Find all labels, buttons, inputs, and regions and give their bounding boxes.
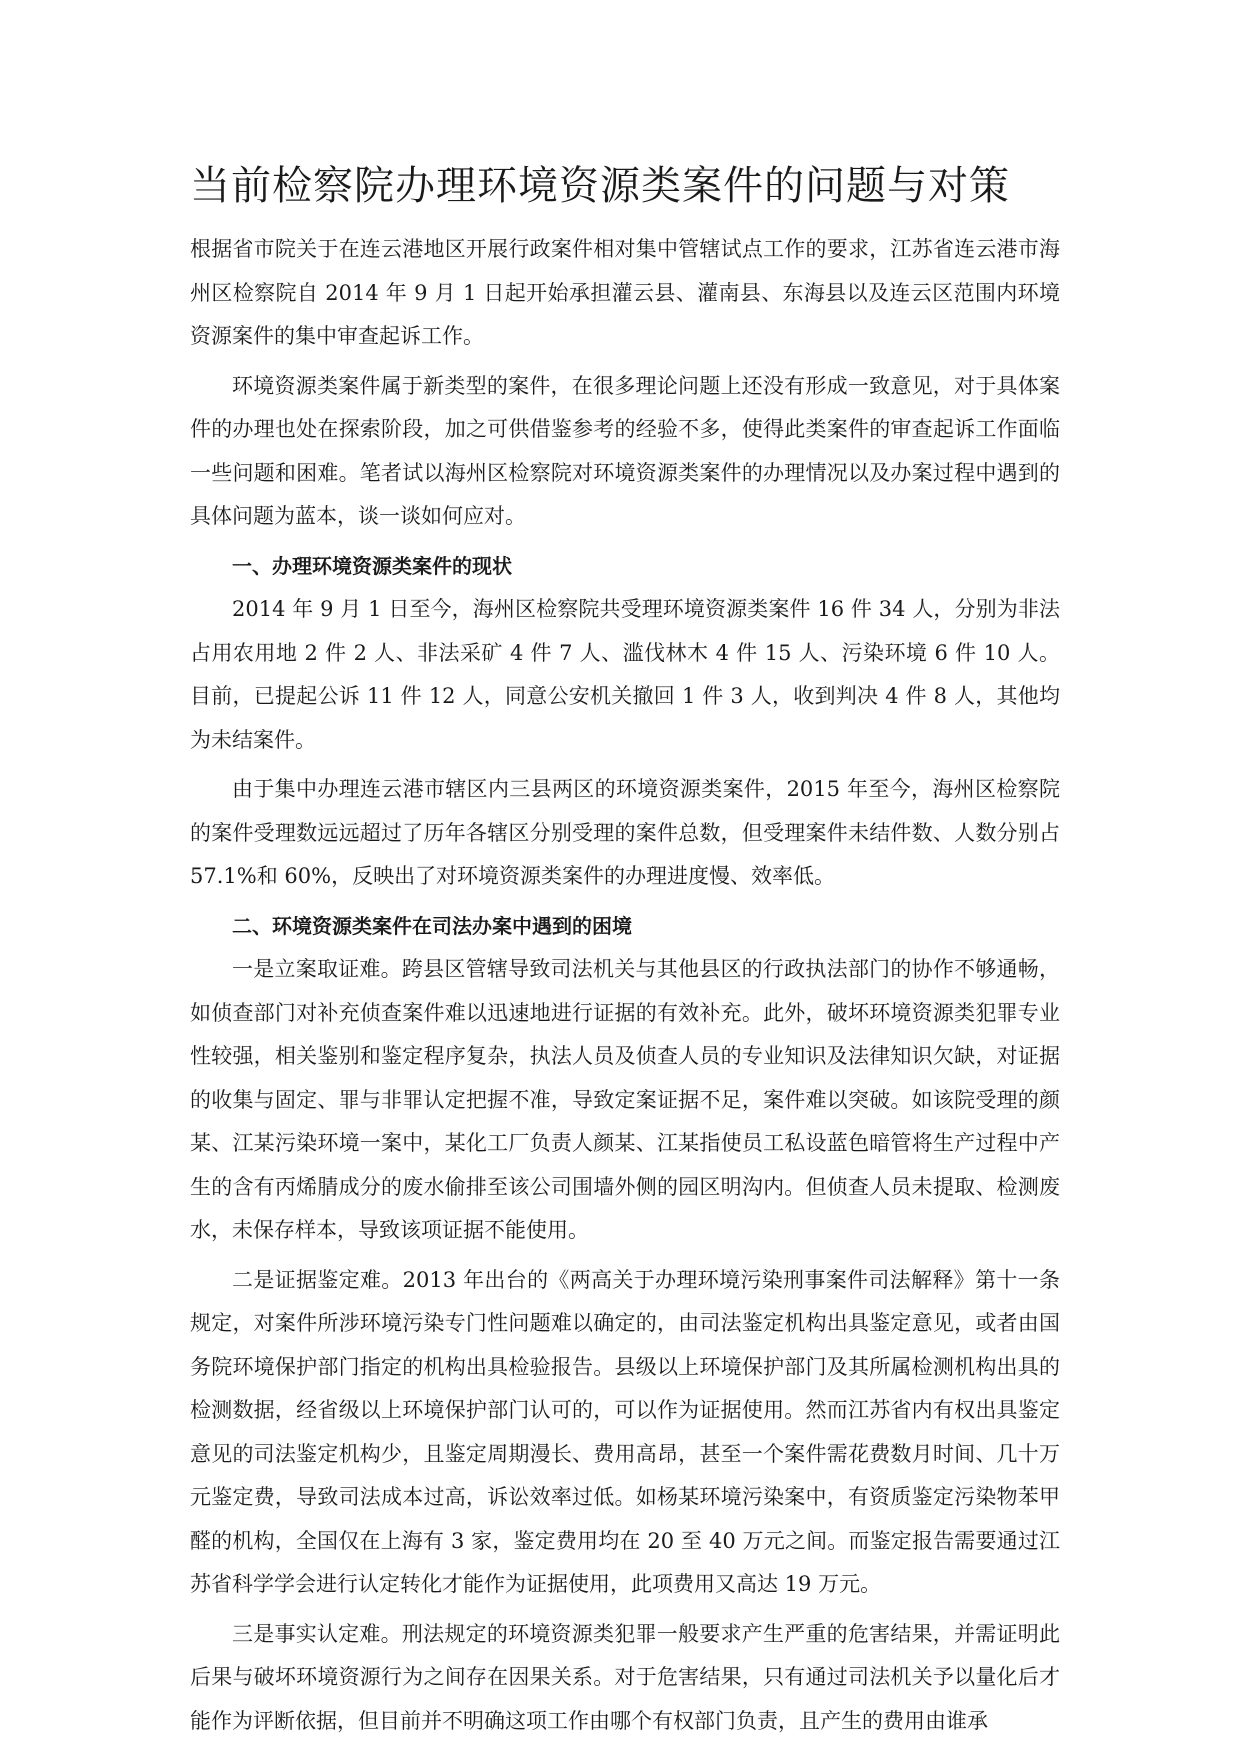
document-page [190,158,1060,1743]
body-paragraph-2: 2014 年 9 月 1 日至今，海州区检察院共受理环境资源类案件 16 件 34 人，分别为非法占用农用地 2 件 2 人、非法采矿 4 件 7 人、滥伐林木 4 件 15 人、污染环境 6 件 10 人。目前，已提起公诉 11 件 12 人，同意公安机关撤回 1 件 3 人，收到判决 4 件 8 人，其他均为未结案件。 [190,597,1060,752]
body-paragraph-5: 二是证据鉴定难。2013 年出台的《两高关于办理环境污染刑事案件司法解释》第十一条规定，对案件所涉环境污染专门性问题难以确定的，由司法鉴定机构出具鉴定意见，或者由国务院环境保护部门指定的机构出具检验报告。县级以上环境保护部门及其所属检测机构出具的检测数据，经省级以上环境保护部门认可的，可以作为证据使用。然而江苏省内有权出具鉴定意见的司法鉴定机构少，且鉴定周期漫长、费用高昂，甚至一个案件需花费数月时间、几十万元鉴定费，导致司法成本过高，诉讼效率过低。如杨某环境污染案中，有资质鉴定污染物苯甲醛的机构，全国仅在上海有 3 家，鉴定费用均在 20 至 40 万元之间。而鉴定报告需要通过江苏省科学学会进行认定转化才能作为证据使用，此项费用又高达 19 万元。 [190,1267,1060,1596]
section-heading-2: 二、环境资源类案件在司法办案中遇到的困境 [232,913,632,938]
section-heading-1: 一、办理环境资源类案件的现状 [232,553,512,578]
body-paragraph-1: 环境资源类案件属于新类型的案件，在很多理论问题上还没有形成一致意见，对于具体案件的办理也处在探索阶段，加之可供借鉴参考的经验不多，使得此类案件的审查起诉工作面临一些问题和困难。笔者试以海州区检察院对环境资源类案件的办理情况以及办案过程中遇到的具体问题为蓝本，谈一谈如何应对。 [190,373,1060,528]
body-paragraph-6: 三是事实认定难。刑法规定的环境资源类犯罪一般要求产生严重的危害结果，并需证明此后果与破坏环境资源行为之间存在因果关系。对于危害结果，只有通过司法机关予以量化后才能作为评断依据，但目前并不明确这项工作由哪个有权部门负责，且产生的费用由谁承 [190,1621,1060,1733]
body-paragraph-3: 由于集中办理连云港市辖区内三县两区的环境资源类案件，2015 年至今，海州区检察院的案件受理数远远超过了历年各辖区分别受理的案件总数，但受理案件未结件数、人数分别占 57.1%和 60%，反映出了对环境资源类案件的办理进度慢、效率低。 [190,777,1060,888]
body-paragraph-4: 一是立案取证难。跨县区管辖导致司法机关与其他县区的行政执法部门的协作不够通畅，如侦查部门对补充侦查案件难以迅速地进行证据的有效补充。此外，破坏环境资源类犯罪专业性较强，相关鉴别和鉴定程序复杂，执法人员及侦查人员的专业知识及法律知识欠缺，对证据的收集与固定、罪与非罪认定把握不准，导致定案证据不足，案件难以突破。如该院受理的颜某、江某污染环境一案中，某化工厂负责人颜某、江某指使员工私设蓝色暗管将生产过程中产生的含有丙烯腈成分的废水偷排至该公司围墙外侧的园区明沟内。但侦查人员未提取、检测废水，未保存样本，导致该项证据不能使用。 [190,957,1060,1242]
document-title: 当前检察院办理环境资源类案件的问题与对策 [190,163,1010,209]
intro-paragraph: 根据省市院关于在连云港地区开展行政案件相对集中管辖试点工作的要求，江苏省连云港市海州区检察院自 2014 年 9 月 1 日起开始承担灌云县、灌南县、东海县以及连云区范围内环境资源案件的集中审查起诉工作。 [190,237,1060,348]
